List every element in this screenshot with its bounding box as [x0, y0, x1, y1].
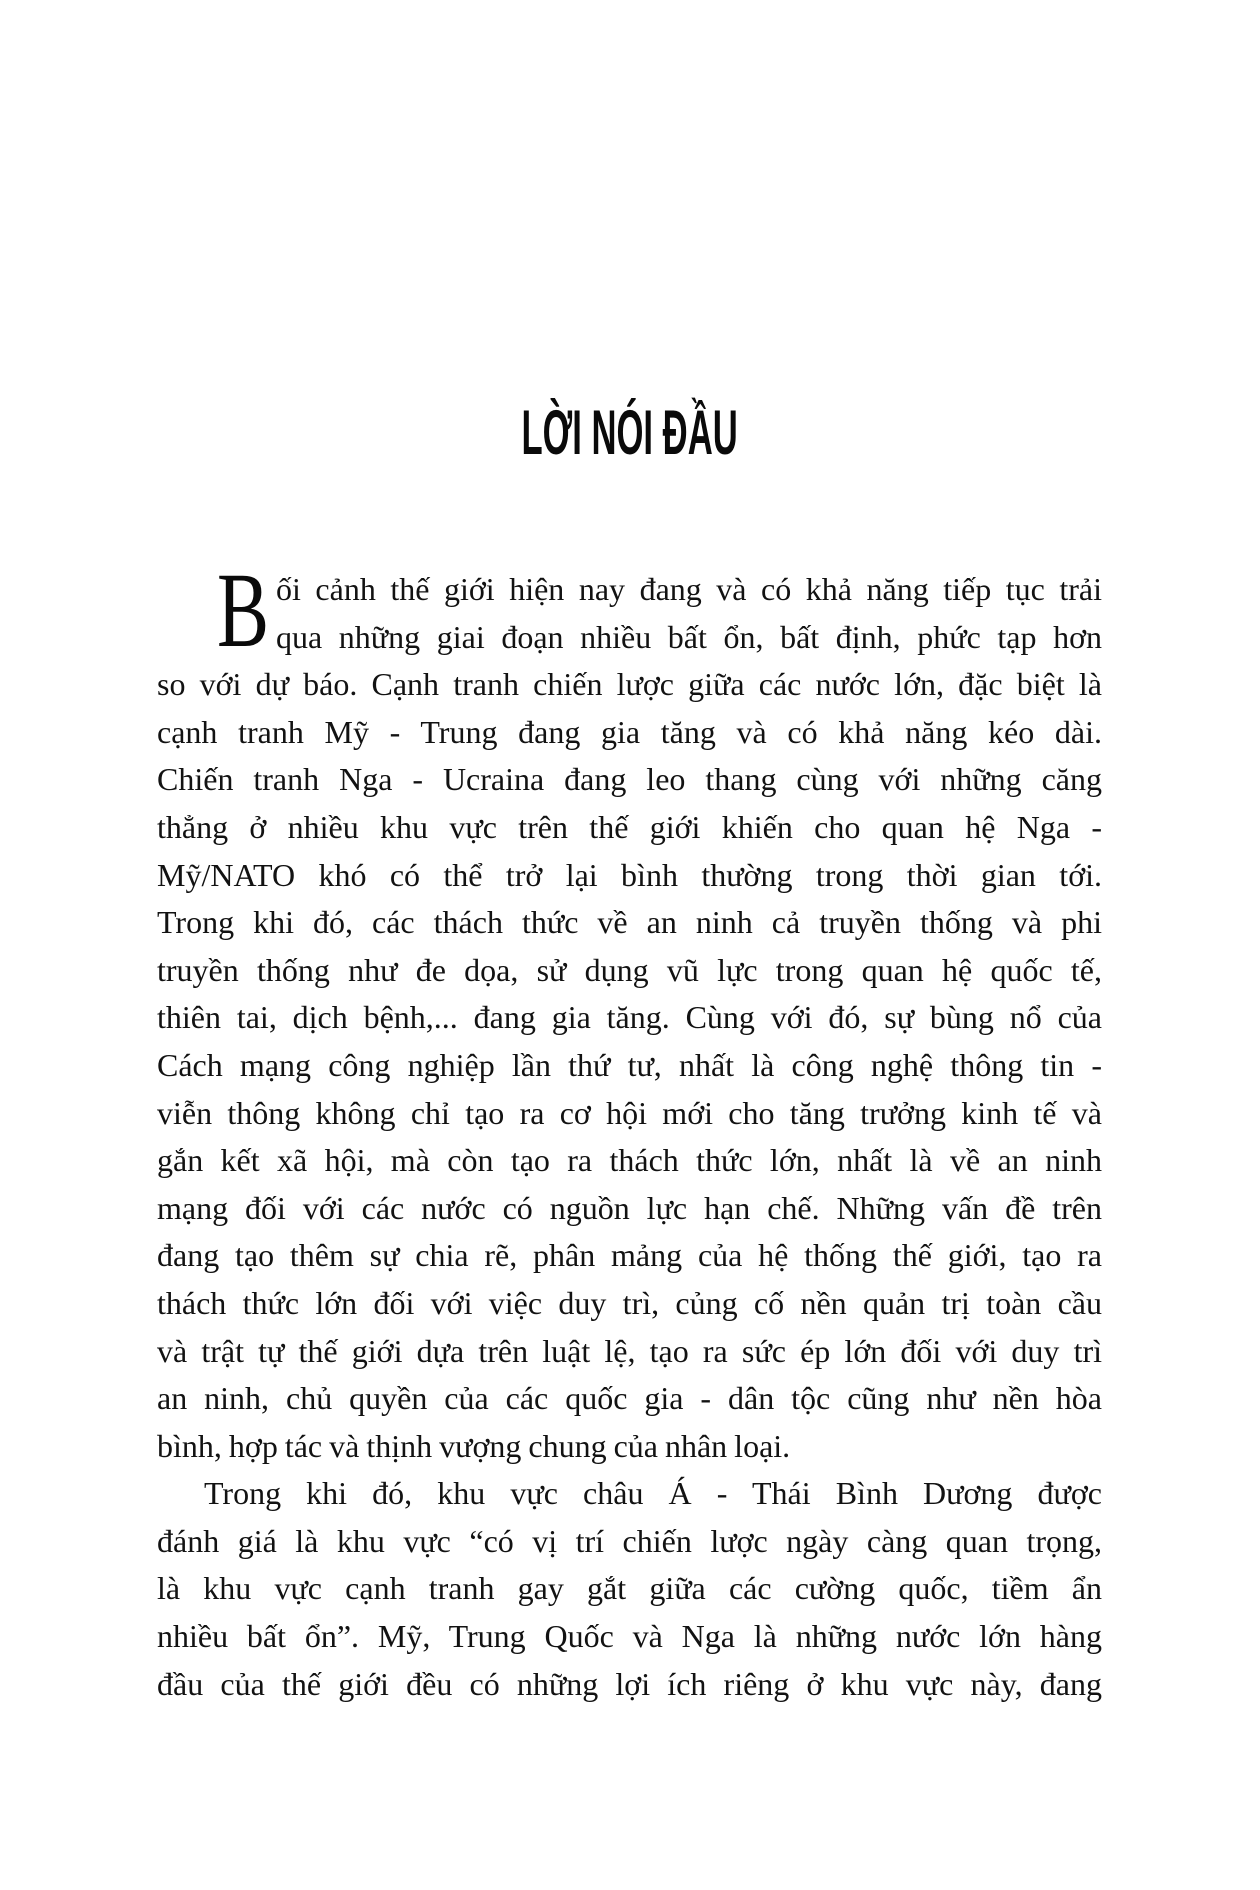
text-line: đầu của thế giới đều có những lợi ích riêng ở khu vực này, đang [157, 1665, 1102, 1702]
text-line: truyền thống như đe dọa, sử dụng vũ lực trong quan hệ quốc tế, [157, 951, 1102, 988]
text-line: so với dự báo. Cạnh tranh chiến lược giữa các nước lớn, đặc biệt là [157, 666, 1102, 703]
text-line: thách thức lớn đối với việc duy trì, củng cố nền quản trị toàn cầu [157, 1284, 1102, 1321]
page-body [157, 552, 1102, 1708]
text-line: qua những giai đoạn nhiều bất ổn, bất định, phức tạp hơn [276, 618, 1102, 655]
text-line: ối cảnh thế giới hiện nay đang và có khả năng tiếp tục trải [276, 571, 1102, 607]
text-line: Mỹ/NATO khó có thể trở lại bình thường trong thời gian tới. [157, 856, 1102, 893]
text-line: và trật tự thế giới dựa trên luật lệ, tạo ra sức ép lớn đối với duy trì [157, 1332, 1102, 1369]
dropcap [217, 552, 270, 670]
dropcap-letter: B [217, 552, 270, 670]
text-line: đang tạo thêm sự chia rẽ, phân mảng của hệ thống thế giới, tạo ra [157, 1237, 1102, 1274]
paragraph [157, 1470, 1102, 1708]
text-line: Cách mạng công nghiệp lần thứ tư, nhất là công nghệ thông tin - [157, 1046, 1102, 1083]
text-line: viễn thông không chỉ tạo ra cơ hội mới cho tăng trưởng kinh tế và [157, 1094, 1102, 1131]
text-line: nhiều bất ổn”. Mỹ, Trung Quốc và Nga là những nước lớn hàng [157, 1618, 1102, 1655]
text-line: cạnh tranh Mỹ - Trung đang gia tăng và có khả năng kéo dài. [157, 713, 1102, 750]
text-line: bình, hợp tác và thịnh vượng chung của nhân loại. [157, 1427, 791, 1464]
chapter-title-text: LỜI NÓI ĐẦU [521, 398, 738, 468]
text-line: gắn kết xã hội, mà còn tạo ra thách thức lớn, nhất là về an ninh [157, 1142, 1102, 1179]
paragraph [157, 552, 1102, 1470]
text-line: Trong khi đó, các thách thức về an ninh cả truyền thống và phi [157, 904, 1102, 941]
text-line: thẳng ở nhiều khu vực trên thế giới khiến cho quan hệ Nga - [157, 808, 1102, 845]
text-line: Trong khi đó, khu vực châu Á - Thái Bình Dương được [204, 1475, 1102, 1512]
text-line: Chiến tranh Nga - Ucraina đang leo thang cùng với những căng [157, 761, 1102, 798]
text-line: là khu vực cạnh tranh gay gắt giữa các cường quốc, tiềm ẩn [157, 1570, 1102, 1607]
chapter-title [157, 398, 1102, 468]
text-line: đánh giá là khu vực “có vị trí chiến lược ngày càng quan trọng, [157, 1522, 1102, 1559]
text-line: thiên tai, dịch bệnh,... đang gia tăng. Cùng với đó, sự bùng nổ của [157, 999, 1102, 1036]
text-line: mạng đối với các nước có nguồn lực hạn chế. Những vấn đề trên [157, 1189, 1102, 1226]
text-line: an ninh, chủ quyền của các quốc gia - dân tộc cũng như nền hòa [157, 1380, 1102, 1417]
